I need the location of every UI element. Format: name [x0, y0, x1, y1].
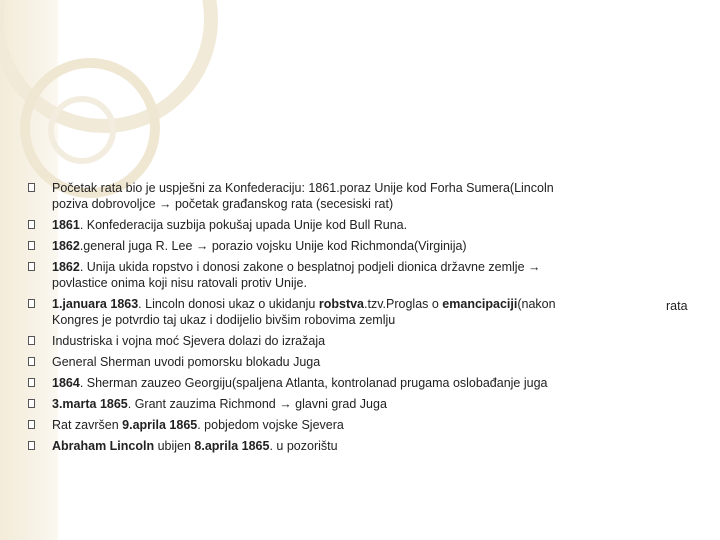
text-segment: .tzv.Proglas o: [364, 297, 443, 311]
text-segment: 8.aprila 1865: [194, 439, 270, 453]
text-segment: 3.marta 1865: [52, 397, 128, 411]
text-segment: Početak rata bio je uspješni za Konfederaciju: 1861.poraz Unije kod Forha Sumera(Lincoln: [52, 181, 554, 195]
text-segment: 1.januara 1863: [52, 297, 139, 311]
text-segment: . u pozorištu: [269, 439, 338, 453]
list-item: [28, 238, 698, 254]
text-segment: robstva: [318, 297, 365, 311]
overflow-word: rata: [666, 299, 688, 313]
bullet-square-icon: [28, 378, 35, 387]
list-item: [28, 217, 698, 233]
list-item-line: [52, 312, 698, 328]
list-item: [28, 259, 698, 291]
bullet-square-icon: [28, 420, 35, 429]
list-item: [28, 354, 698, 370]
list-item: [28, 180, 698, 212]
list-item-line: [52, 438, 698, 454]
list-item-line: [52, 354, 698, 370]
text-segment: Rat završen: [52, 418, 123, 432]
list-item: [28, 417, 698, 433]
text-segment: . Grant zauzima Richmond → glavni grad Juga: [127, 397, 387, 411]
text-segment: General Sherman uvodi pomorsku blokadu Juga: [52, 355, 321, 369]
text-segment: ubijen: [154, 439, 195, 453]
text-segment: . Lincoln donosi ukaz o ukidanju: [138, 297, 319, 311]
list-item-line: [52, 375, 698, 391]
list-item-line: [52, 238, 698, 254]
decorative-ring: [48, 96, 116, 164]
text-segment: 9.aprila 1865: [122, 418, 198, 432]
text-segment: .general juga R. Lee → porazio vojsku Unije kod Richmonda(Virginija): [79, 239, 467, 253]
bullet-list: [28, 180, 698, 459]
list-item-line: [52, 259, 698, 275]
text-segment: emancipaciji: [442, 297, 518, 311]
bullet-square-icon: [28, 299, 35, 308]
text-segment: 1861: [52, 218, 80, 232]
list-item: [28, 296, 698, 328]
list-item: [28, 375, 698, 391]
text-segment: Abraham Lincoln: [52, 439, 155, 453]
list-item-line: [52, 396, 698, 412]
text-segment: . Sherman zauzeo Georgiju(spaljena Atlanta, kontrolanad prugama oslobađanje juga: [79, 376, 548, 390]
bullet-square-icon: [28, 441, 35, 450]
text-segment: poziva dobrovoljce → početak građanskog rata (secesiski rat): [52, 197, 394, 211]
text-segment: Industriska i vojna moć Sjevera dolazi do izražaja: [52, 334, 326, 348]
bullet-square-icon: [28, 399, 35, 408]
list-item-line: [52, 333, 698, 349]
text-segment: . Unija ukida ropstvo i donosi zakone o besplatnoj podjeli dionica državne zemlje →: [79, 260, 541, 274]
list-item: [28, 333, 698, 349]
list-item-line: [52, 196, 698, 212]
list-item-line: [52, 296, 698, 312]
list-item-line: [52, 180, 698, 196]
list-item: [28, 438, 698, 454]
bullet-square-icon: [28, 220, 35, 229]
bullet-square-icon: [28, 241, 35, 250]
text-segment: (nakon: [517, 297, 556, 311]
text-segment: . pobjedom vojske Sjevera: [197, 418, 344, 432]
text-segment: 1862: [52, 260, 80, 274]
bullet-square-icon: [28, 183, 35, 192]
bullet-square-icon: [28, 357, 35, 366]
text-segment: 1864: [52, 376, 80, 390]
list-item-line: [52, 417, 698, 433]
bullet-square-icon: [28, 336, 35, 345]
text-segment: Kongres je potvrdio taj ukaz i dodijelio bivšim robovima zemlju: [52, 313, 396, 327]
bullet-square-icon: [28, 262, 35, 271]
text-segment: 1862: [52, 239, 80, 253]
text-segment: . Konfederacija suzbija pokušaj upada Unije kod Bull Runa.: [79, 218, 408, 232]
list-item-line: [52, 217, 698, 233]
list-item-line: [52, 275, 698, 291]
list-item: [28, 396, 698, 412]
text-segment: povlastice onima koji nisu ratovali protiv Unije.: [52, 276, 307, 290]
